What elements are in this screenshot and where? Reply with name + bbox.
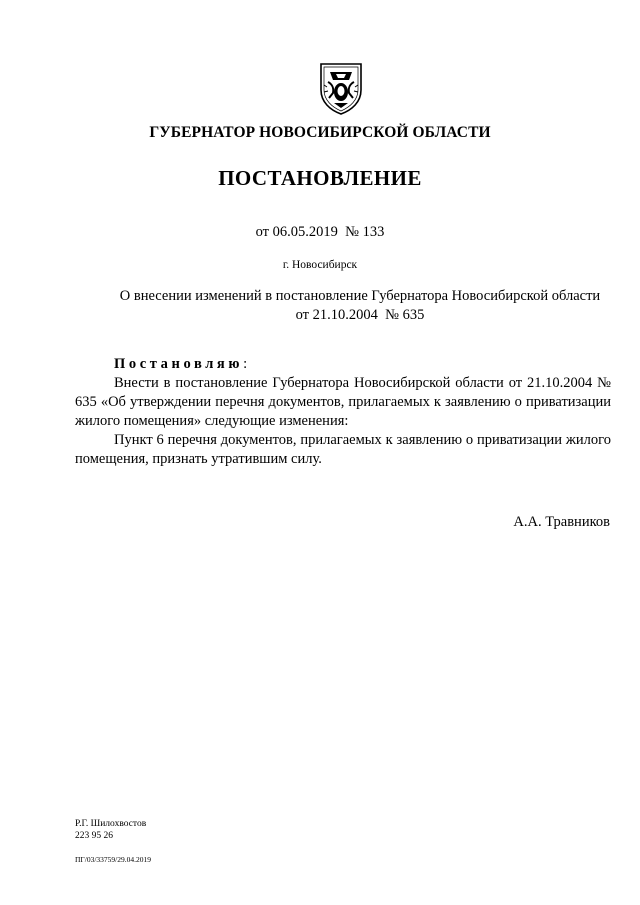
signatory-name: А.А. Травников <box>513 514 610 530</box>
document-date-number: от 06.05.2019 № 133 <box>255 224 385 240</box>
document-body <box>75 374 611 469</box>
body-paragraph-1: Внести в постановление Губернатора Новосибирской области от 21.10.2004 № 635 «Об утверждении перечня документов, прилагаемых к заявлению о приватизации жилого помещения» следующие изменения: <box>75 375 611 429</box>
executor-info <box>75 818 146 842</box>
document-type-title: ПОСТАНОВЛЕНИЕ <box>218 166 422 190</box>
document-registry-code: ПГ/03/33759/29.04.2019 <box>75 855 152 864</box>
decree-colon: : <box>243 356 248 372</box>
novosibirsk-coat-of-arms-icon <box>318 60 364 115</box>
document-subject <box>100 287 620 325</box>
body-paragraph-2: Пункт 6 перечня документов, прилагаемых к заявлению о приватизации жилого помещения, признать утратившим силу. <box>75 432 611 467</box>
subject-line-2: от 21.10.2004 № 635 <box>295 307 425 323</box>
executor-name: Р.Г. Шилохвостов <box>75 819 147 829</box>
organization-title: ГУБЕРНАТОР НОВОСИБИРСКОЙ ОБЛАСТИ <box>149 124 491 141</box>
decree-heading <box>114 356 247 373</box>
decree-word: Постановляю <box>114 356 244 372</box>
subject-line-1: О внесении изменений в постановление Губернатора Новосибирской области <box>119 288 601 304</box>
document-city: г. Новосибирск <box>282 259 358 271</box>
executor-phone: 223 95 26 <box>75 831 113 841</box>
